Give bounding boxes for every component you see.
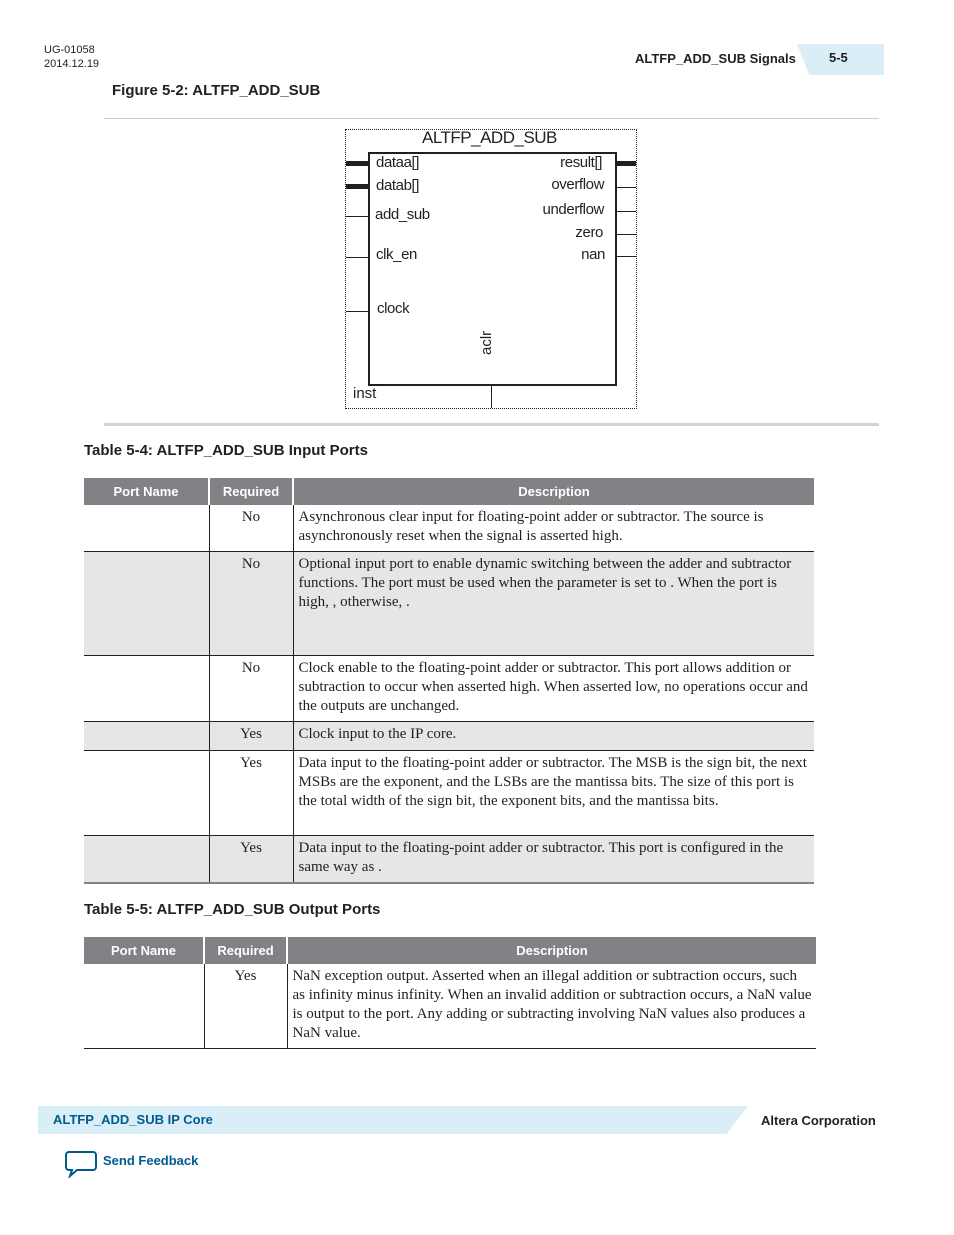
description-cell: Optional input port to enable dynamic switching between the adder and subtractor functions. The port must be used when the parameter is set to . When the port is high, , otherwise, . (293, 552, 814, 656)
section-title: ALTFP_ADD_SUB Signals (635, 51, 796, 66)
required-cell: Yes (204, 964, 287, 1049)
page-number: 5-5 (829, 50, 848, 65)
port-label-nan: nan (581, 246, 605, 263)
pin-datab (346, 184, 368, 189)
pin-dataa (346, 161, 368, 166)
port-label-clk-en: clk_en (376, 246, 417, 263)
send-feedback-link[interactable]: Send Feedback (103, 1153, 199, 1168)
port-name-cell (84, 552, 209, 656)
speech-bubble-icon[interactable] (65, 1150, 97, 1183)
table-row (84, 964, 816, 1049)
footer-company: Altera Corporation (761, 1113, 876, 1128)
column-header-port-name: Port Name (84, 478, 209, 505)
description-cell: NaN exception output. Asserted when an illegal addition or subtraction occurs, such as infinity minus infinity. When an invalid addition or subtraction occurs, a NaN value is output to the port. Any adding or subtracting involving NaN values also produces a NaN value. (287, 964, 816, 1049)
table-row (84, 505, 814, 552)
pin-nan (615, 256, 636, 257)
port-name-cell (84, 656, 209, 722)
pin-overflow (615, 187, 636, 188)
required-cell: Yes (209, 751, 293, 836)
pin-zero (615, 234, 636, 235)
description-cell: Data input to the floating-point adder or subtractor. The MSB is the sign bit, the next MSBs are the exponent, and the LSBs are the mantissa bits. The size of this port is the total width of the sign bit, the exponent bits, and the mantissa bits. (293, 751, 814, 836)
port-label-zero: zero (575, 224, 603, 241)
port-name-cell (84, 964, 204, 1049)
doc-date: 2014.12.19 (44, 58, 100, 70)
table-row (84, 656, 814, 722)
figure-bottom-rule (104, 423, 879, 426)
doc-number: UG-01058 (44, 44, 95, 56)
port-label-aclr: aclr (478, 330, 495, 355)
description-cell: Data input to the floating-point adder or subtractor. This port is configured in the same way as . (293, 836, 814, 884)
required-cell: Yes (209, 722, 293, 751)
required-cell: Yes (209, 836, 293, 884)
table-row (84, 836, 814, 884)
description-cell: Asynchronous clear input for floating-point adder or subtractor. The source is asynchronously reset when the signal is asserted high. (293, 505, 814, 552)
column-header-required: Required (209, 478, 293, 505)
table-row (84, 722, 814, 751)
port-label-overflow: overflow (551, 176, 604, 193)
instance-label: inst (353, 385, 377, 402)
column-header-description: Description (287, 937, 816, 964)
pin-clock (346, 311, 368, 312)
port-name-cell (84, 751, 209, 836)
figure-top-rule (104, 118, 879, 119)
port-label-datab: datab[] (376, 177, 420, 194)
input-ports-table (84, 478, 814, 884)
figure-caption: Figure 5-2: ALTFP_ADD_SUB (112, 82, 321, 99)
port-name-cell (84, 836, 209, 884)
description-cell: Clock enable to the floating-point adder or subtractor. This port allows addition or subtraction to occur when asserted high. When asserted low, no operations occur and the outputs are unchanged. (293, 656, 814, 722)
table-header-row (84, 478, 814, 505)
column-header-required: Required (204, 937, 287, 964)
port-name-cell (84, 505, 209, 552)
port-label-result: result[] (560, 154, 602, 171)
pin-add-sub (346, 216, 368, 217)
output-table-title: Table 5-5: ALTFP_ADD_SUB Output Ports (84, 901, 381, 918)
pin-clk-en (346, 257, 368, 258)
pin-aclr (491, 384, 492, 408)
description-cell: Clock input to the IP core. (293, 722, 814, 751)
table-header-row (84, 937, 816, 964)
doc-id (44, 43, 99, 71)
required-cell: No (209, 552, 293, 656)
port-label-underflow: underflow (542, 201, 604, 218)
port-label-clock: clock (377, 300, 410, 317)
footer-doc-title: ALTFP_ADD_SUB IP Core (53, 1112, 213, 1127)
required-cell: No (209, 505, 293, 552)
port-label-add-sub: add_sub (375, 206, 430, 223)
table-row (84, 751, 814, 836)
port-name-cell (84, 722, 209, 751)
column-header-description: Description (293, 478, 814, 505)
output-ports-table (84, 937, 816, 1049)
port-label-dataa: dataa[] (376, 154, 420, 171)
column-header-port-name: Port Name (84, 937, 204, 964)
required-cell: No (209, 656, 293, 722)
block-name: ALTFP_ADD_SUB (422, 128, 557, 147)
pin-underflow (615, 211, 636, 212)
table-row (84, 552, 814, 656)
pin-result (615, 161, 636, 166)
input-table-title: Table 5-4: ALTFP_ADD_SUB Input Ports (84, 442, 368, 459)
